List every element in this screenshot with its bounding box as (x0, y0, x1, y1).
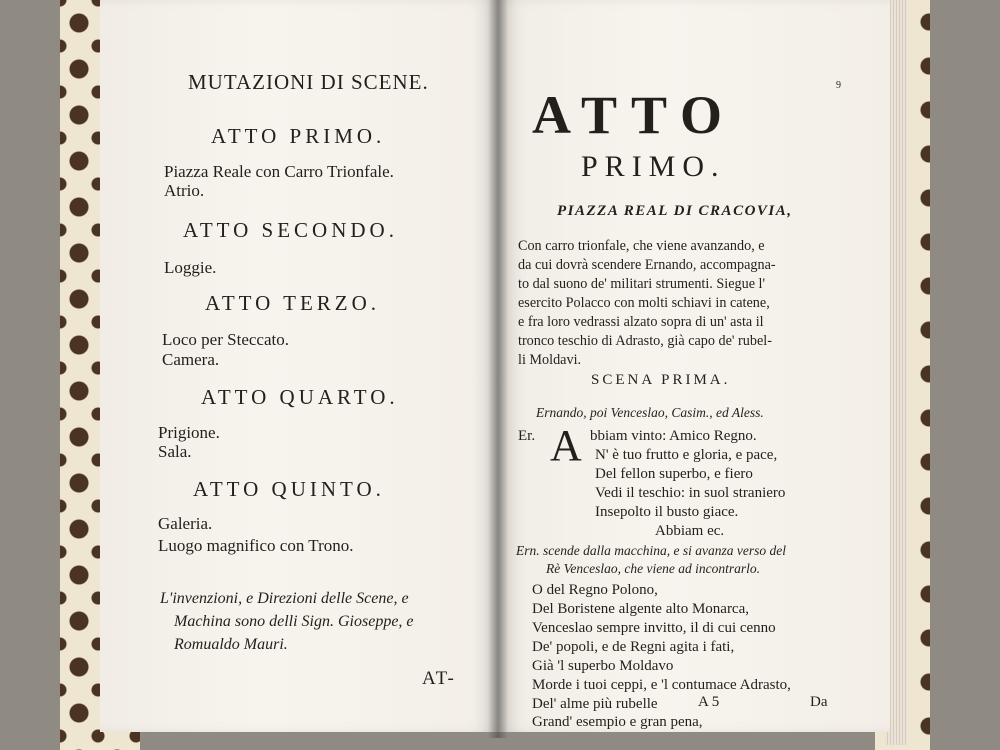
character-list: Ernando, poi Venceslao, Casim., ed Aless. (536, 405, 764, 420)
scene-item: Luogo magnifico con Trono. (158, 536, 354, 555)
stage-direction-line: Con carro trionfale, che viene avanzando, e (518, 238, 765, 254)
scene-item: Loco per Steccato. (162, 330, 289, 349)
scene-item: Piazza Reale con Carro Trionfale. (164, 162, 394, 181)
scene-item: Prigione. (158, 423, 220, 442)
verse-line: N' è tuo frutto e gloria, e pace, (595, 447, 778, 463)
act-one-title: ATTO PRIMO. (211, 124, 386, 148)
page-number: 9 (836, 80, 841, 91)
verse-line: Già 'l superbo Moldavo (532, 658, 674, 674)
drop-cap: A (550, 421, 582, 470)
credit-line: L'invenzioni, e Direzioni delle Scene, e (160, 590, 409, 607)
act-number: PRIMO. (581, 150, 726, 183)
scene-item: Camera. (162, 350, 220, 369)
stage-direction-line: li Moldavi. (518, 352, 582, 368)
verse-line: bbiam vinto: Amico Regno. (590, 428, 757, 444)
stage-direction-line: Ern. scende dalla macchina, e si avanza verso del (516, 543, 786, 558)
verse-line: Vedi il teschio: in suol straniero (595, 485, 786, 501)
verse-line: Abbiam ec. (655, 523, 725, 539)
stage-direction-line: e fra loro vedrassi alzato sopra di un' asta il (518, 314, 764, 330)
scene-changes-heading: MUTAZIONI DI SCENE. (188, 70, 429, 94)
verse-line: Morde i tuoi ceppi, e 'l contumace Adrasto, (532, 677, 791, 693)
stage-direction-line: da cui dovrà scendere Ernando, accompagna- (518, 257, 776, 273)
act-four-title: ATTO QUARTO. (201, 385, 399, 409)
verse-line: Insepolto il busto giace. (595, 504, 739, 520)
book-gutter (488, 0, 508, 738)
scene-heading: SCENA PRIMA. (591, 372, 731, 388)
verse-line: Grand' esempio e gran pena, (532, 714, 703, 730)
scene-item: Sala. (158, 442, 192, 461)
speaker-label: Er. (518, 428, 536, 444)
right-page (498, 0, 890, 732)
stage-direction-line: tronco teschio di Adrasto, già capo de' rubel- (518, 333, 772, 349)
act-five-title: ATTO QUINTO. (193, 477, 385, 501)
verse-line: De' popoli, e de Regni agita i fati, (532, 639, 735, 655)
act-two-title: ATTO SECONDO. (183, 218, 398, 242)
verse-line: Del Boristene algente alto Monarca, (532, 601, 750, 617)
scene-item: Galeria. (158, 514, 213, 533)
stage-direction-line: Rè Venceslao, che viene ad incontrarlo. (546, 561, 761, 576)
act-three-title: ATTO TERZO. (205, 291, 381, 315)
scene-item: Loggie. (164, 258, 217, 277)
signature-mark: A 5 (698, 694, 720, 710)
catchword: Da (810, 694, 828, 710)
catchword: AT- (422, 668, 456, 689)
credit-line: Machina sono delli Sign. Gioseppe, e (174, 613, 414, 630)
credit-line: Romualdo Mauri. (174, 636, 288, 653)
stage-direction-line: to dal suono de' militari strumenti. Siegue l' (518, 276, 766, 292)
verse-line: O del Regno Polono, (532, 582, 658, 598)
verse-line: Del fellon superbo, e fiero (595, 466, 753, 482)
verse-line: Del' alme più rubelle (532, 696, 658, 712)
left-page (100, 0, 498, 732)
stage-direction-line: esercito Polacco con molti schiavi in catene, (518, 295, 770, 311)
setting-title: PIAZZA REAL DI CRACOVIA, (557, 203, 793, 219)
verse-line: Venceslao sempre invitto, il di cui cenno (532, 620, 776, 636)
scene-item: Atrio. (164, 181, 205, 200)
act-heading: ATTO (532, 85, 737, 145)
